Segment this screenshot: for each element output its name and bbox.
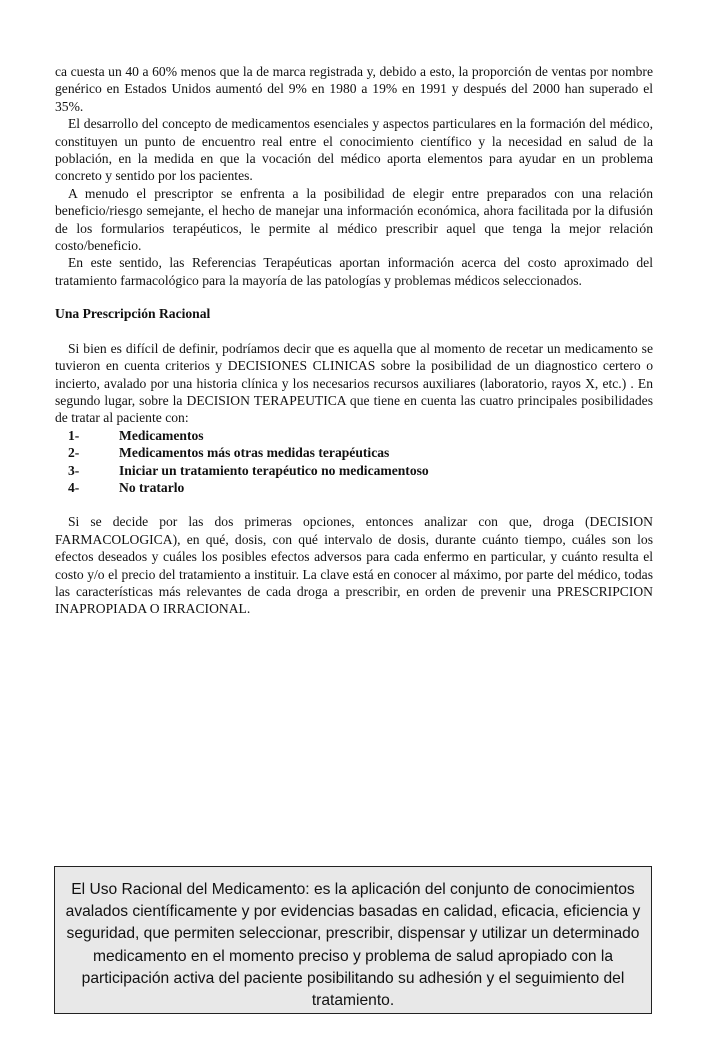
list-item xyxy=(55,427,653,444)
paragraph-benefit-risk: A menudo el prescriptor se enfrenta a la posibilidad de elegir entre preparados con una relación beneficio/riesgo semejante, el hecho de manejar una información económica, ahora facilitada por la difusión de los formularios terapéuticos, le permite al médico prescribir aquel que tenga la mejor relación costo/beneficio. xyxy=(55,185,653,254)
document-body xyxy=(55,63,653,618)
option-text: No tratarlo xyxy=(119,479,185,495)
option-text: Medicamentos xyxy=(119,427,204,443)
option-number: 2- xyxy=(68,445,80,461)
callout-text: El Uso Racional del Medicamento: es la aplicación del conjunto de conocimientos avalados científicamente y por evidencias basadas en calidad, eficacia, eficiencia y seguridad, que permiten seleccionar, prescribir, dispensar y utilizar un determinado medicamento en el momento preciso y problema de salud apropiado con la participación activa del paciente posibilitando su adhesión y el seguimiento del tratamiento. xyxy=(65,881,641,1010)
option-number: 3- xyxy=(68,462,80,478)
rational-use-callout-box xyxy=(54,866,652,1014)
list-item xyxy=(55,479,653,496)
option-number: 4- xyxy=(68,479,80,495)
list-item xyxy=(55,462,653,479)
option-text: Medicamentos más otras medidas terapéuticas xyxy=(119,445,390,461)
spacer xyxy=(55,496,653,513)
section-heading-rational-prescription: Una Prescripción Racional xyxy=(55,306,211,322)
paragraph-essential-medicines: El desarrollo del concepto de medicamentos esenciales y aspectos particulares en la formación del médico, constituyen un punto de encuentro real entre el conocimiento científico y la necesidad en salud de la población, en la medida en que la vocación del médico aporta elementos para ayudar en un problema concreto y sentido por los pacientes. xyxy=(55,116,653,184)
paragraph-pharmacological-decision: Si se decide por las dos primeras opciones, entonces analizar con que, droga (DECISION FARMACOLOGICA), en qué, dosis, con qué intervalo de dosis, durante cuánto tiempo, cuáles son los efectos deseados y cuáles los posibles efectos adversos para cada enfermo en particular, y cuánto resulta el costo y/o el precio del tratamiento a instituir. La clave está en conocer al máximo, por parte del médico, todas las características más relevantes de cada droga a prescribir, en orden de prevenir una PRESCRIPCION INAPROPIADA O IRRACIONAL. xyxy=(55,514,653,617)
treatment-options-list xyxy=(55,427,653,497)
list-item xyxy=(55,444,653,461)
paragraph-generic-sales: ca cuesta un 40 a 60% menos que la de marca registrada y, debido a esto, la proporción de ventas por nombre genérico en Estados Unidos aumentó del 9% en 1980 a 19% en 1991 y después del 2000 han superado el 35%. xyxy=(55,64,653,114)
paragraph-therapeutic-references: En este sentido, las Referencias Terapéuticas aportan información acerca del costo aproximado del tratamiento farmacológico para la mayoría de las patologías y problemas médicos seleccionados. xyxy=(55,255,653,288)
option-text: Iniciar un tratamiento terapéutico no medicamentoso xyxy=(119,462,429,478)
paragraph-prescription-definition: Si bien es difícil de definir, podríamos decir que es aquella que al momento de recetar un medicamento se tuvieron en cuenta criterios y DECISIONES CLINICAS sobre la posibilidad de un diagnostico certero o incierto, avalado por una historia clínica y los necesarios recursos auxiliares (laboratorio, rayos X, etc.) . En segundo lugar, sobre la DECISION TERAPEUTICA que tiene en cuenta las cuatro principales posibilidades de tratar al paciente con: xyxy=(55,340,653,426)
option-number: 1- xyxy=(68,427,80,443)
